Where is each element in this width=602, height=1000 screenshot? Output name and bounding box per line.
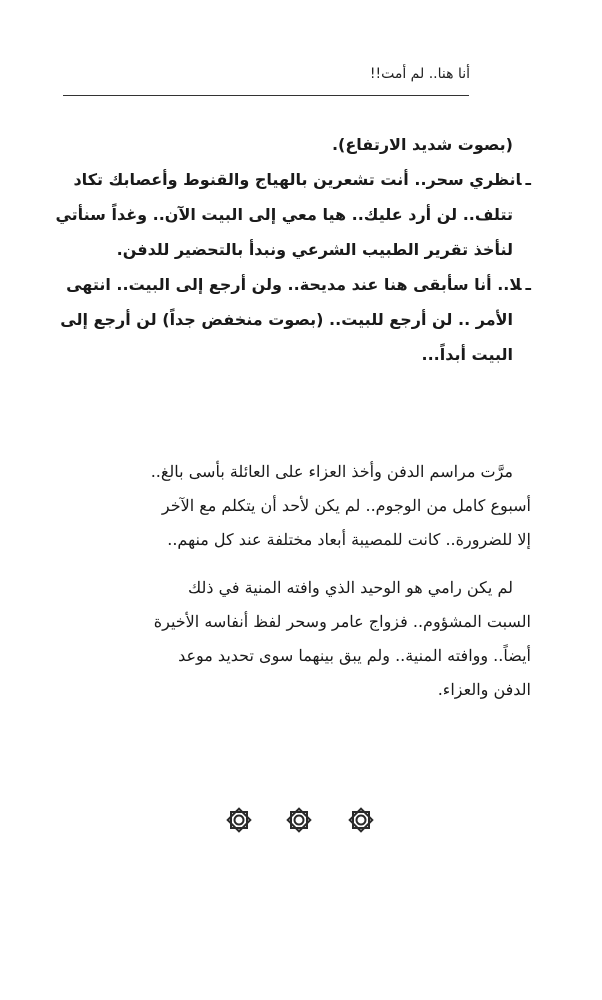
paragraph-line: لم يكن رامي هو الوحيد الذي وافته المنية في ذلك: [188, 578, 513, 597]
star-ornament-icon: [285, 806, 313, 834]
dialogue-dash: ـ: [525, 275, 531, 294]
paragraph-line: إلا للضرورة.. كانت للمصيبة أبعاد مختلفة عند كل منهم..: [167, 530, 531, 549]
dialogue-line: البيت أبداً...: [421, 345, 513, 364]
paragraph-line: أسبوع كامل من الوجوم.. لم يكن لأحد أن يتكلم مع الآخر: [161, 496, 531, 515]
dialogue-line: [63, 267, 531, 302]
paragraph-line: السبت المشؤوم.. فزواج عامر وسحر لفظ أنفاسه الأخيرة: [153, 612, 531, 631]
dialogue-line: [63, 162, 531, 197]
paragraph: [63, 455, 531, 557]
dialogue-text: انظري سحر.. أنت تشعرين بالهياج والقنوط وأعصابك تكاد: [73, 170, 522, 189]
star-ornament-icon: [225, 806, 253, 834]
dialogue-line: الأمر .. لن أرجع للبيت.. (بصوت منخفض جداً) لن أرجع إلى: [60, 310, 513, 329]
running-title: أنا هنا.. لم أمت!!: [369, 66, 470, 82]
dialogue-dash: ـ: [525, 170, 531, 189]
paragraph-line: الدفن والعزاء.: [437, 680, 531, 699]
dialogue-line: تتلف.. لن أرد عليك.. هيا معي إلى البيت الآن.. وغداً سنأتي: [55, 205, 513, 224]
paragraph: [63, 571, 531, 707]
narrative-block: [63, 455, 531, 707]
paragraph-line: أيضاً.. ووافته المنية.. ولم يبق بينهما سوى تحديد موعد: [178, 646, 531, 665]
dialogue-line: لنأخذ تقرير الطبيب الشرعي ونبدأ بالتحضير للدفن.: [116, 240, 513, 259]
dialogue-text: لا.. أنا سأبقى هنا عند مديحة.. ولن أرجع إلى البيت.. انتهى: [66, 275, 522, 294]
section-break-ornaments: [225, 806, 385, 836]
dialogue-block: [55, 127, 531, 372]
paragraph-line: مرَّت مراسم الدفن وأخذ العزاء على العائلة بأسى بالغ..: [150, 462, 513, 481]
stage-direction: (بصوت شديد الارتفاع).: [331, 135, 513, 154]
star-ornament-icon: [347, 806, 375, 834]
header-divider: [63, 95, 469, 96]
